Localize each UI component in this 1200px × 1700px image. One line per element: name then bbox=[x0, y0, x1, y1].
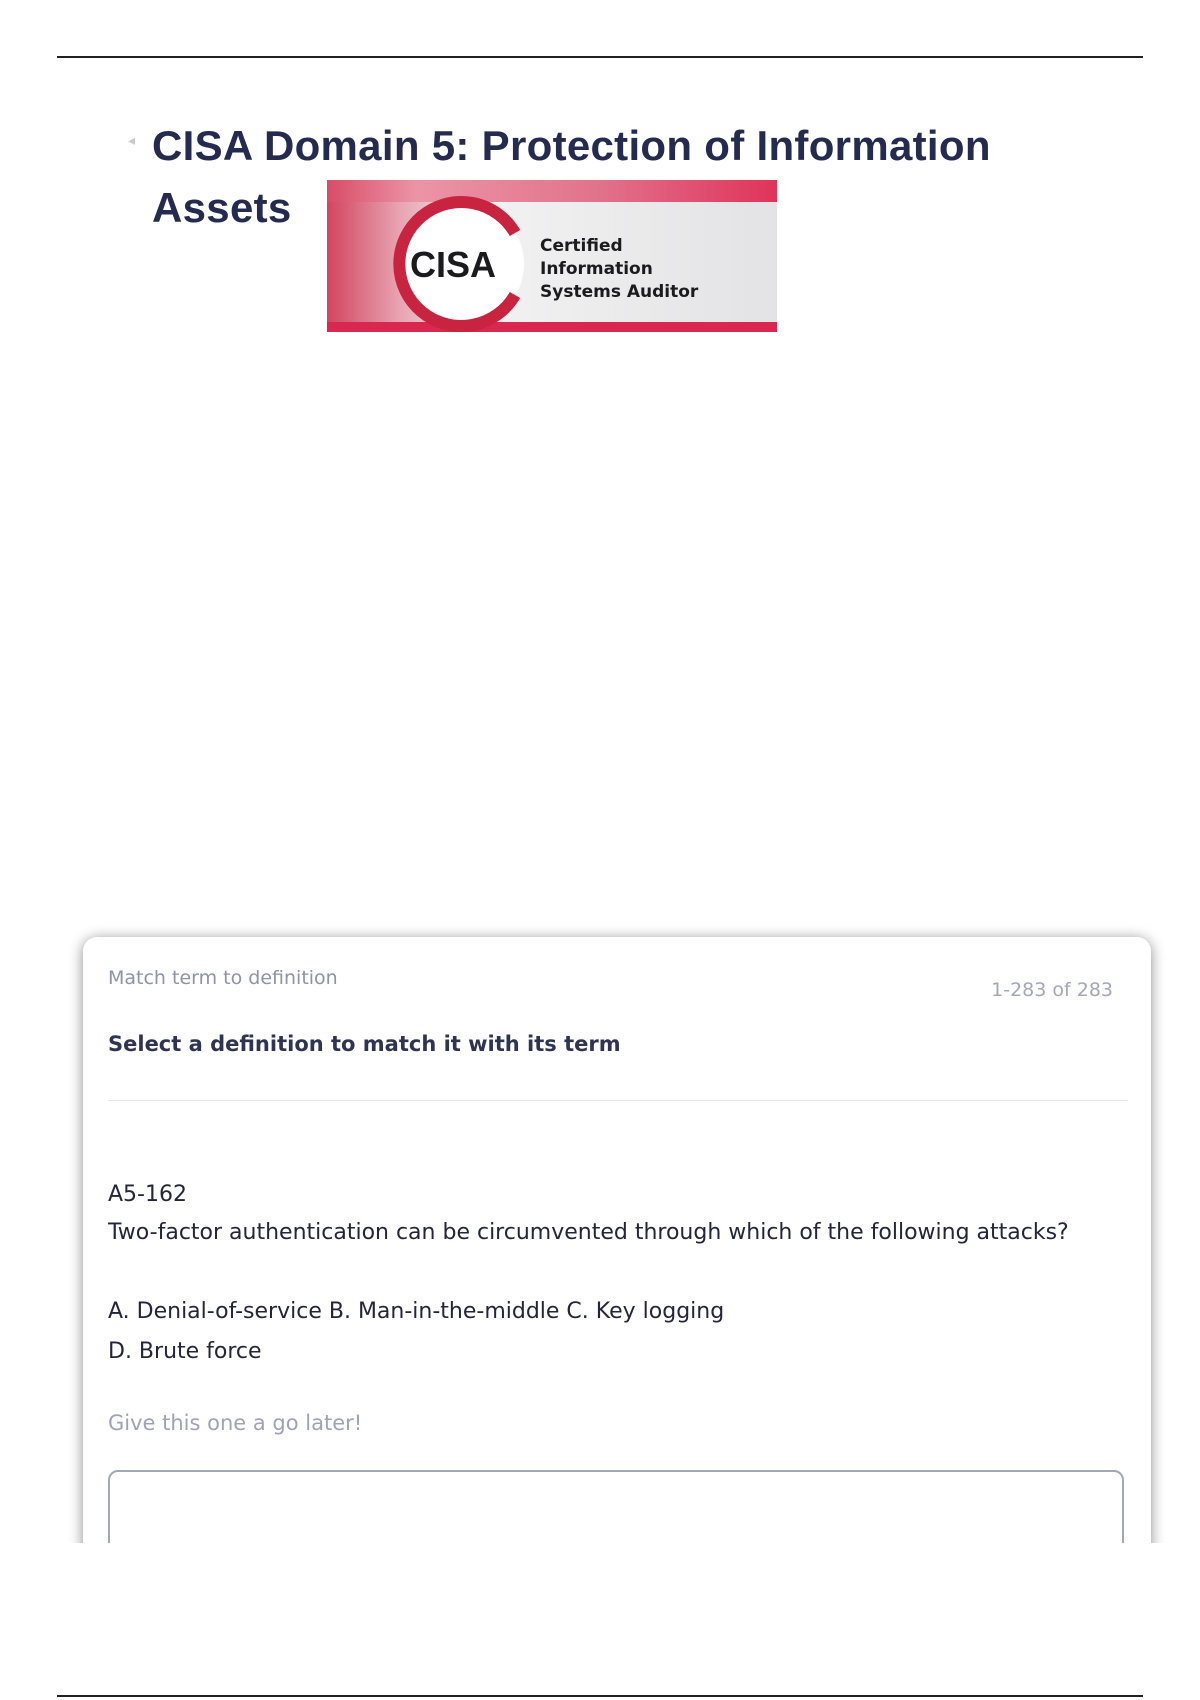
bullet-icon: ◂ bbox=[128, 133, 136, 149]
logo-tagline-1: Certified bbox=[540, 236, 623, 256]
cisa-logo bbox=[327, 180, 777, 332]
page-title-line-2: Assets bbox=[152, 184, 292, 231]
card-divider bbox=[108, 1100, 1128, 1101]
document-header bbox=[0, 0, 1200, 360]
page-title-line-1: CISA Domain 5: Protection of Information bbox=[152, 122, 991, 169]
card-instruction: Select a definition to match it with its term bbox=[108, 1032, 621, 1056]
cisa-logo-mark-icon bbox=[327, 180, 777, 332]
question-id: A5-162 bbox=[108, 1182, 187, 1207]
logo-tagline-2: Information bbox=[540, 259, 653, 279]
question-text: Two-factor authentication can be circumvented through which of the following attacks? bbox=[108, 1220, 1069, 1245]
skip-later-link[interactable]: Give this one a go later! bbox=[108, 1411, 363, 1435]
question-options-line-2: D. Brute force bbox=[108, 1339, 262, 1364]
card-mode-label: Match term to definition bbox=[108, 967, 338, 989]
flashcard-panel bbox=[83, 937, 1151, 1557]
page-cutoff bbox=[60, 1543, 1180, 1603]
bottom-rule bbox=[57, 1695, 1143, 1697]
logo-tagline-3: Systems Auditor bbox=[540, 282, 699, 302]
question-options-line-1: A. Denial-of-service B. Man-in-the-middle C. Key logging bbox=[108, 1299, 725, 1324]
logo-mark-text: CISA bbox=[410, 244, 497, 285]
card-count: 1-283 of 283 bbox=[991, 979, 1113, 1001]
